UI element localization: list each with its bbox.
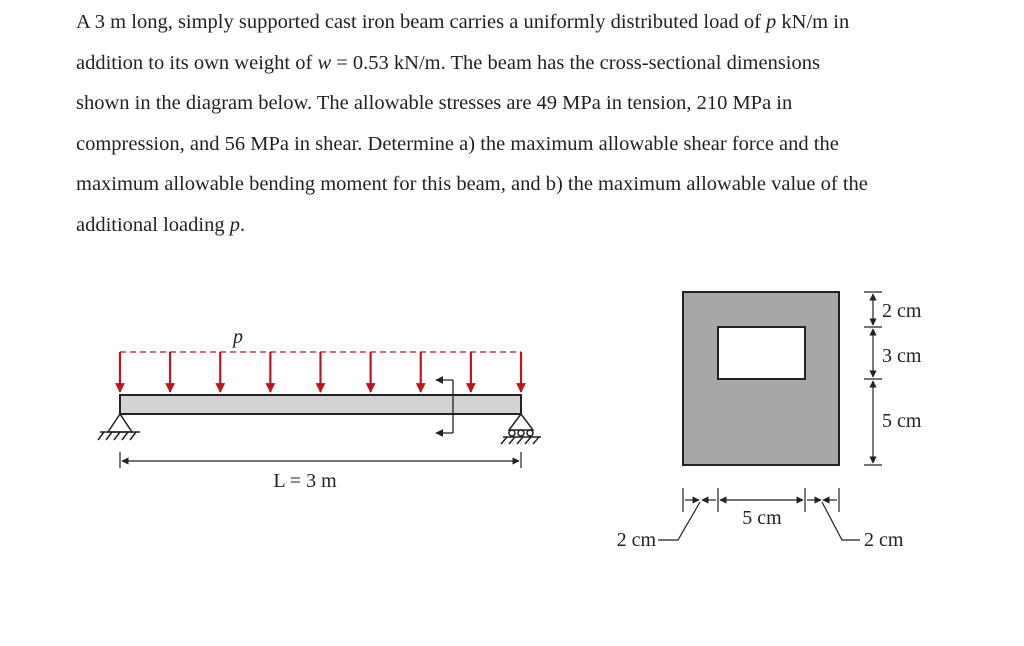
problem-line-4: compression, and 56 MPa in shear. Determine a) the maximum allowable shear force and the [76, 132, 839, 155]
pin-support [98, 414, 140, 440]
problem-line-2: addition to its own weight of w = 0.53 kN/m. The beam has the cross-sectional dimensions [76, 51, 820, 74]
vertical-dimensions [864, 292, 882, 465]
dim-hole-width-label: 5 cm [742, 507, 782, 529]
load-arrows [120, 352, 521, 392]
dim-hole-height-label: 3 cm [882, 345, 922, 367]
section-hole [718, 327, 805, 379]
problem-line-6: additional loading p. [76, 213, 246, 236]
length-dimension [120, 452, 521, 468]
problem-line-3: shown in the diagram below. The allowable stresses are 49 MPa in tension, 210 MPa in [76, 92, 793, 114]
cross-section [617, 292, 922, 551]
problem-line-5: maximum allowable bending moment for this beam, and b) the maximum allowable value of the [76, 173, 868, 195]
problem-line-1: A 3 m long, simply supported cast iron beam carries a uniformly distributed load of p kN/m in [76, 11, 850, 33]
length-label: L = 3 m [273, 470, 337, 492]
roller-support [501, 414, 541, 444]
dim-top-label: 2 cm [882, 300, 922, 322]
beam [120, 395, 521, 414]
dim-left-wall-label: 2 cm [616, 529, 656, 551]
beam-diagram [98, 326, 541, 492]
load-label: p [233, 326, 243, 348]
dim-bottom-label: 5 cm [882, 410, 922, 432]
dim-right-wall-label: 2 cm [864, 529, 904, 551]
